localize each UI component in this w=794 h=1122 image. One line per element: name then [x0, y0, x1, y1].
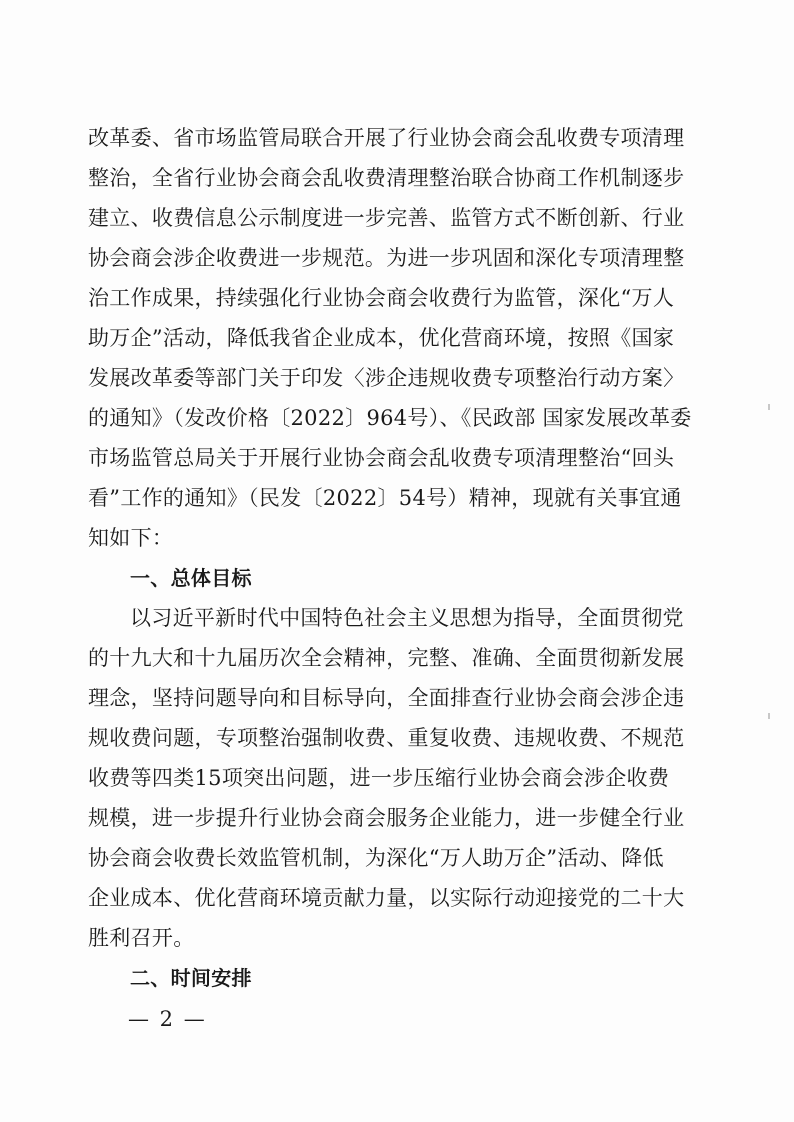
paragraph-line: 的通知》（发改价格〔2022〕964号）、《民政部 国家发展改革委	[88, 406, 692, 430]
paragraph-line: 治工作成果，持续强化行业协会商会收费行为监管，深化“万人	[88, 286, 675, 310]
paragraph-line: 胜利召开。	[88, 926, 195, 950]
paragraph-line: 助万企”活动，降低我省企业成本，优化营商环境，按照《国家	[88, 326, 675, 350]
paragraph-line: 知如下：	[88, 526, 174, 550]
page-number: — 2 —	[128, 1007, 207, 1031]
paragraph-line: 建立、收费信息公示制度进一步完善、监管方式不断创新、行业	[88, 206, 685, 230]
section-heading-schedule: 二、时间安排	[130, 966, 252, 990]
paragraph-line: 理念，坚持问题导向和目标导向，全面排查行业协会商会涉企违	[88, 686, 685, 710]
paragraph-line: 协会商会收费长效监管机制，为深化“万人助万企”活动、降低	[88, 846, 664, 870]
paragraph-line: 改革委、省市场监管局联合开展了行业协会商会乱收费专项清理	[88, 126, 685, 150]
paragraph-line: 规模，进一步提升行业协会商会服务企业能力，进一步健全行业	[88, 806, 685, 830]
paragraph-line: 规收费问题，专项整治强制收费、重复收费、违规收费、不规范	[88, 726, 685, 750]
paragraph-line: 发展改革委等部门关于印发〈涉企违规收费专项整治行动方案〉	[88, 366, 685, 390]
paragraph-line: 收费等四类15项突出问题，进一步压缩行业协会商会涉企收费	[88, 766, 670, 790]
paragraph-line: 市场监管总局关于开展行业协会商会乱收费专项清理整治“回头	[88, 446, 675, 470]
section-heading-overall-goal: 一、总体目标	[130, 566, 252, 590]
paragraph-line: 的十九大和十九届历次全会精神，完整、准确、全面贯彻新发展	[88, 646, 685, 670]
scan-artifact	[768, 713, 770, 719]
body-text	[88, 118, 718, 998]
paragraph-line: 协会商会涉企收费进一步规范。为进一步巩固和深化专项清理整	[88, 246, 685, 270]
paragraph-line: 整治，全省行业协会商会乱收费清理整治联合协商工作机制逐步	[88, 166, 685, 190]
paragraph-line: 看”工作的通知》（民发〔2022〕54号）精神，现就有关事宜通	[88, 486, 682, 510]
scan-artifact	[768, 404, 770, 410]
paragraph-line: 以习近平新时代中国特色社会主义思想为指导，全面贯彻党	[130, 606, 684, 630]
paragraph-line: 企业成本、优化营商环境贡献力量，以实际行动迎接党的二十大	[88, 886, 685, 910]
